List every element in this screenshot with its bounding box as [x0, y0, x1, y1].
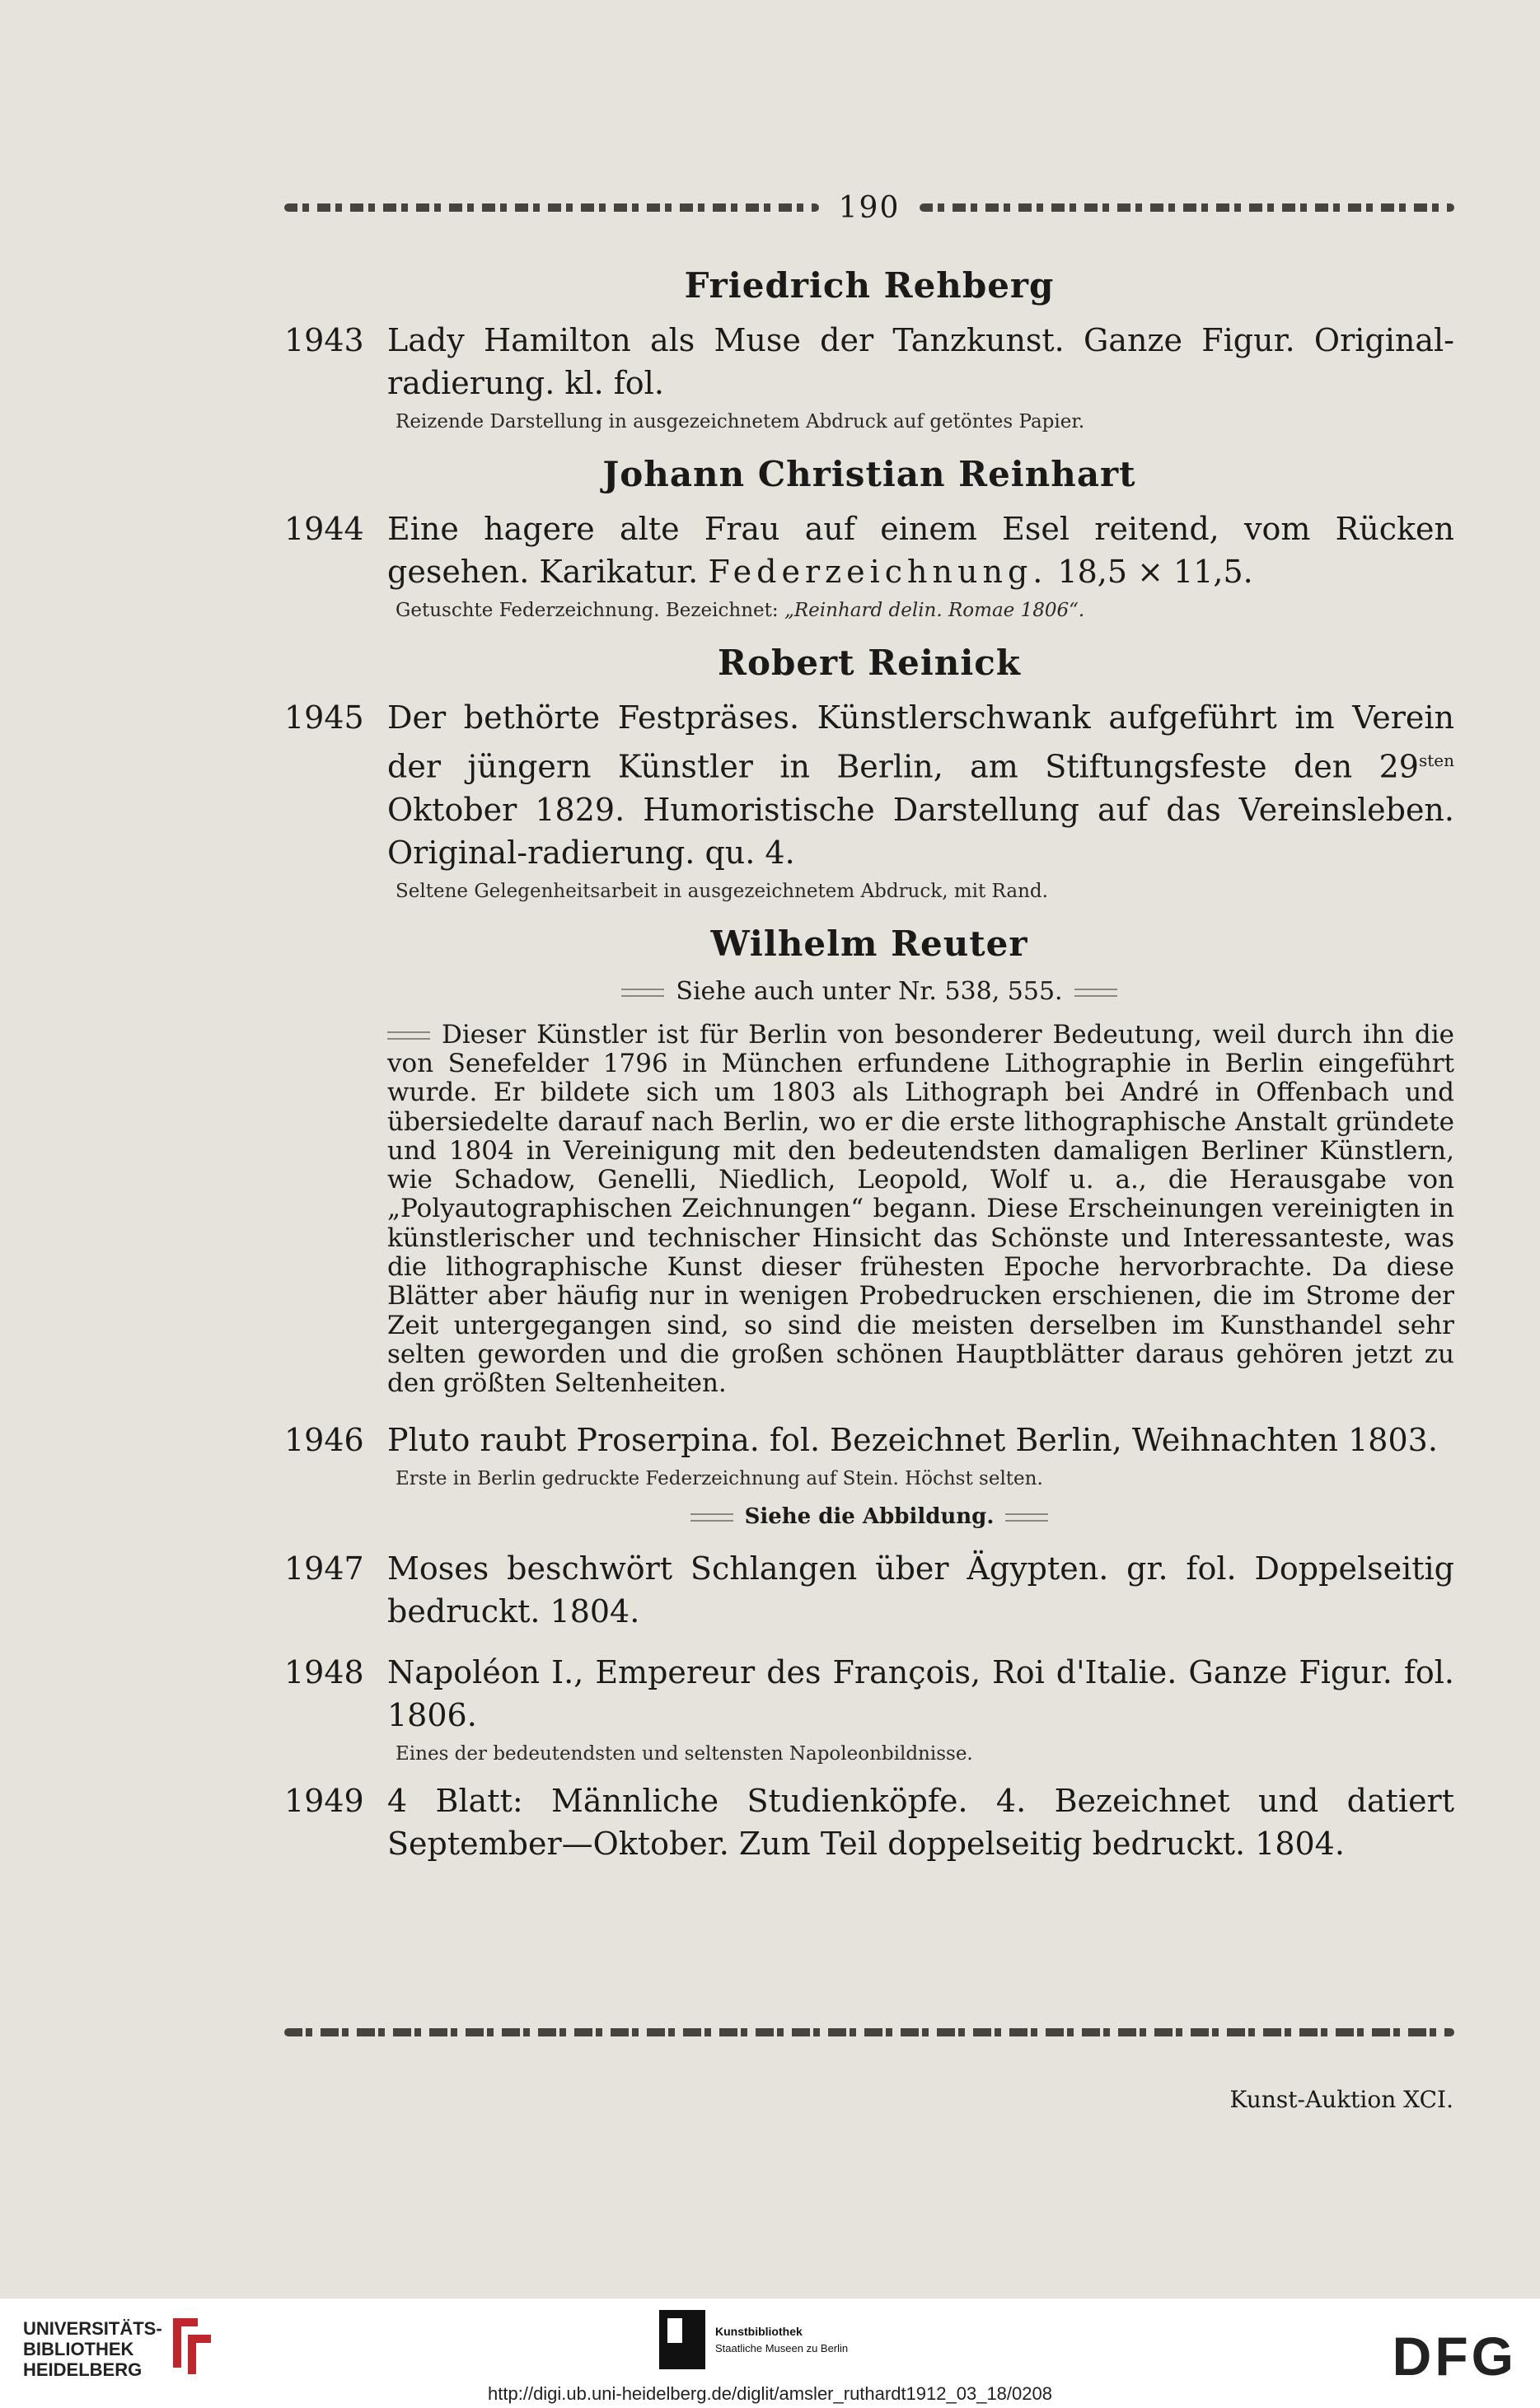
artist-heading-rehberg: Friedrich Rehberg — [684, 265, 1055, 306]
lot-number: 1945 — [284, 699, 364, 736]
lot-number: 1948 — [284, 1653, 364, 1690]
lot-note: Seltene Gelegenheitsarbeit in ausgezeichnetem Abdruck, mit Rand. — [396, 880, 1048, 902]
lot-note: Reizende Darstellung in ausgezeichnetem Abdruck auf getöntes Papier. — [396, 411, 1085, 433]
lot-note — [396, 596, 1454, 624]
lot-1949 — [284, 1779, 1454, 1865]
lot-number: 1944 — [284, 511, 364, 547]
permalink-url[interactable]: http://digi.ub.uni-heidelberg.de/diglit/amsler_ruthardt1912_03_18/0208 — [488, 2383, 1052, 2404]
lot-description-cont: Oktober 1829. Humoristische Darstellung auf das Vereinsleben. Original-radierung. qu. 4. — [387, 791, 1454, 871]
artist-heading-reinhart: Johann Christian Reinhart — [602, 454, 1136, 494]
ornament-left — [284, 203, 819, 212]
lot-technique: Federzeichnung. — [708, 554, 1048, 590]
lot-1944 — [284, 507, 1454, 593]
lot-1947 — [284, 1547, 1454, 1633]
heidelberg-library-logo[interactable] — [23, 2318, 162, 2380]
lot-1943 — [284, 319, 1454, 404]
lot-number: 1949 — [284, 1782, 364, 1819]
lot-note: Eines der bedeutendsten und seltensten Napoleonbildnisse. — [396, 1742, 973, 1765]
dfg-logo[interactable]: DFG — [1392, 2326, 1517, 2387]
lot-description: Napoléon I., Empereur des François, Roi d'Italie. Ganze Figur. fol. 1806. — [387, 1653, 1454, 1733]
lot-description: Eine hagere alte Frau auf einem Esel reitend, vom Rücken gesehen. Karikatur. — [387, 511, 1454, 590]
lot-description: Pluto raubt Proserpina. fol. Bezeichnet Berlin, Weihnachten 1803. — [387, 1421, 1438, 1458]
lot-dimensions: 18,5 × 11,5. — [1057, 554, 1253, 590]
artist-heading-reinick: Robert Reinick — [718, 643, 1021, 683]
logo-line: UNIVERSITÄTS- — [23, 2318, 162, 2339]
kb-subtitle: Staatliche Museen zu Berlin — [715, 2341, 849, 2354]
page-content — [284, 247, 1454, 1865]
lot-1948 — [284, 1651, 1454, 1737]
artist-heading-reuter: Wilhelm Reuter — [710, 923, 1028, 964]
see-also: Siehe auch unter Nr. 538, 555. — [284, 977, 1454, 1006]
lot-number: 1943 — [284, 322, 364, 358]
lot-description: Moses beschwört Schlangen über Ägypten. gr. fol. Doppelseitig bedruckt. 1804. — [387, 1550, 1454, 1629]
kb-title: Kunstbibliothek — [715, 2324, 803, 2338]
lot-superscript: sten — [1418, 750, 1454, 770]
lot-description: Lady Hamilton als Muse der Tanzkunst. Ganze Figur. Original-radierung. kl. fol. — [387, 322, 1454, 401]
kunstbibliothek-text — [715, 2323, 848, 2357]
page-number: 190 — [838, 190, 901, 225]
logo-line: HEIDELBERG — [23, 2359, 143, 2380]
logo-line: BIBLIOTHEK — [23, 2339, 134, 2359]
lot-number: 1947 — [284, 1550, 364, 1587]
kunstbibliothek-logo[interactable] — [659, 2310, 848, 2369]
see-illustration: Siehe die Abbildung. — [284, 1504, 1454, 1529]
lot-number: 1946 — [284, 1421, 364, 1458]
university-emblem-icon — [165, 2310, 218, 2376]
catalog-signature: Kunst-Auktion XCI. — [1229, 2086, 1453, 2113]
lot-note: Erste in Berlin gedruckte Federzeichnung auf Stein. Höchst selten. — [396, 1467, 1043, 1489]
note-signature: „Reinhard delin. Romae 1806“. — [784, 600, 1085, 621]
lot-1945 — [284, 696, 1454, 874]
note-prefix: Getuschte Federzeichnung. Bezeichnet: — [396, 600, 779, 621]
lot-description: 4 Blatt: Männliche Studienköpfe. 4. Bezeichnet und datiert September—Oktober. Zum Teil doppelseitig bedruckt. 1804. — [387, 1782, 1454, 1862]
page-header — [284, 191, 1454, 224]
ornament-right — [920, 203, 1454, 212]
kunstbibliothek-mark-icon — [659, 2310, 705, 2369]
footer-ornament — [284, 2028, 1454, 2036]
lot-description: Der bethörte Festpräses. Künstlerschwank aufgeführt im Verein der jüngern Künstler in Berlin, am Stiftungsfeste den 29 — [387, 699, 1454, 785]
lot-1946 — [284, 1419, 1454, 1461]
artist-biography: Dieser Künstler ist für Berlin von besonderer Bedeutung, weil durch ihn die von Senefelder 1796 in München erfundene Lithographie in Berlin eingeführt wurde. Er bildete sich um 1803 als Lithograph bei André in Offenbach und übersiedelte darauf nach Berlin, wo er die erste lithographische Anstalt gründete und 1804 in Vereinigung mit den bedeutendsten damaligen Berliner Künstlern, wie Schadow, Genelli, Niedlich, Leopold, Wolf u. a., die Herausgabe von „Polyautographischen Zeichnungen“ begann. Diese Erscheinungen vereinigten in künstlerischer und technischer Hinsicht das Schönste und Interessanteste, was die lithographische Kunst dieser frühesten Epoche hervorbrachte. Da diese Blätter aber häufig nur in wenigen Probedrucken erschienen, die im Strome der Zeit untergegangen sind, so sind die meisten derselben im Kunsthandel sehr selten geworden und die großen schönen Hauptblätter daraus gehören jetzt zu den größten Seltenheiten. — [387, 1019, 1454, 1399]
